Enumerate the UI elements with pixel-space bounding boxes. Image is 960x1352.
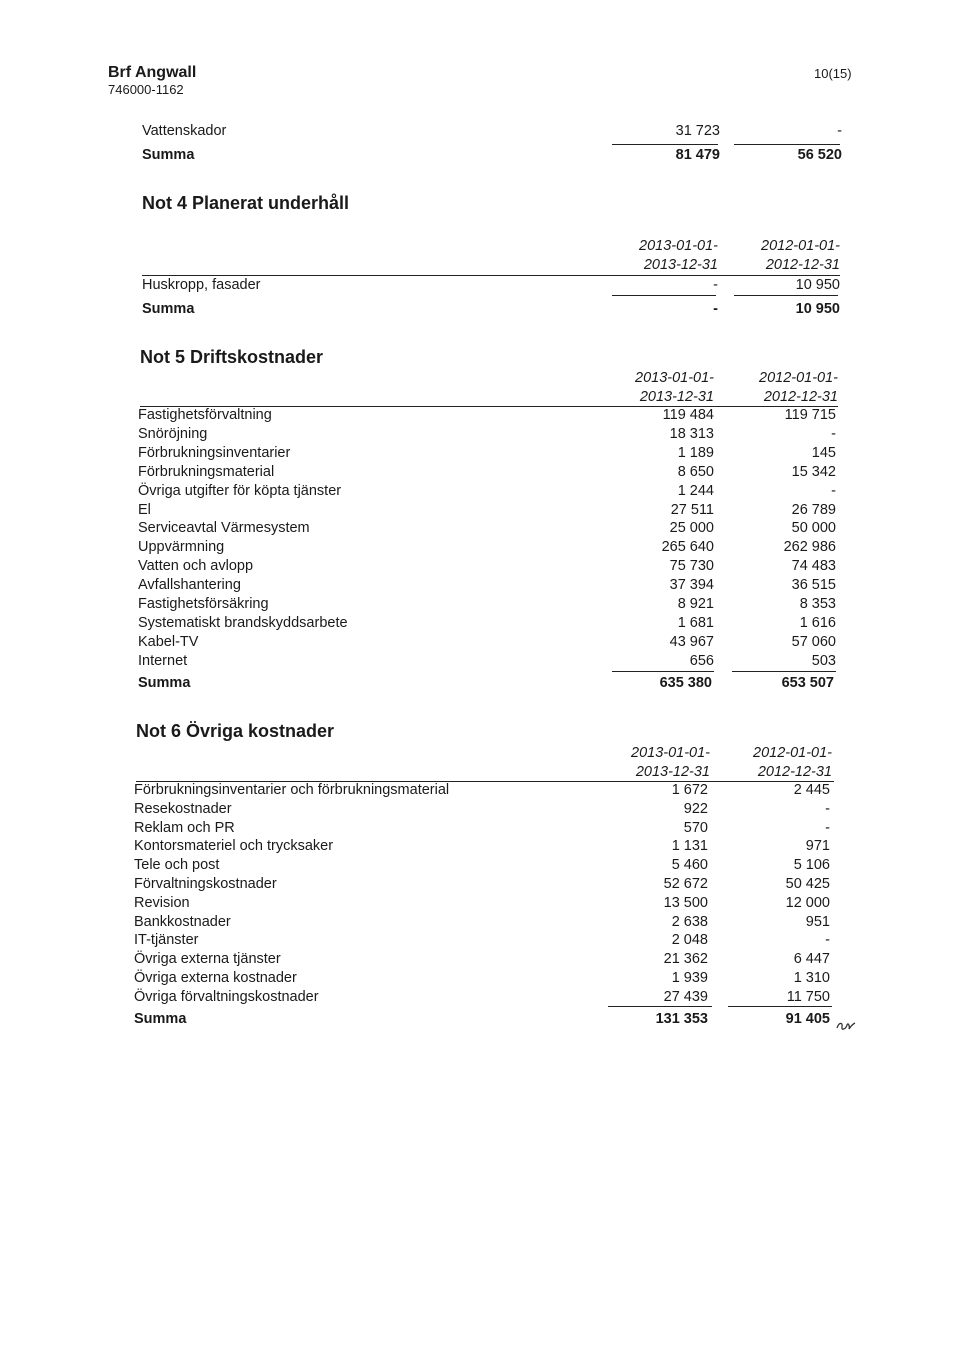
- sum-line: [728, 1006, 832, 1007]
- period-header-2012: [730, 237, 840, 275]
- row-label: Kontorsmateriel och trycksaker: [134, 838, 334, 855]
- period-start: 2012-01-01-: [761, 238, 840, 254]
- sum-line: [612, 144, 718, 145]
- value-2012: -: [831, 482, 836, 499]
- value-2013: 27 439: [663, 988, 708, 1005]
- row-label: Bankkostnader: [134, 913, 231, 930]
- value-2012: 26 789: [791, 501, 836, 518]
- period-end: 2012-12-31: [765, 257, 840, 273]
- value-2013: -: [713, 277, 718, 293]
- value-2013: 635 380: [659, 675, 712, 691]
- value-2012: 15 342: [791, 463, 836, 480]
- row-label: Övriga förvaltningskostnader: [134, 988, 319, 1005]
- value-2012: -: [825, 932, 830, 949]
- value-2013: 18 313: [669, 425, 714, 442]
- table-row: [134, 781, 834, 799]
- row-label: Fastighetsförvaltning: [138, 407, 272, 423]
- row-label: Förbrukningsmaterial: [138, 463, 275, 480]
- value-2013: 21 362: [663, 951, 708, 968]
- value-2012: 91 405: [785, 1011, 830, 1027]
- table-row: [134, 819, 834, 837]
- row-label: Serviceavtal Värmesystem: [138, 520, 310, 537]
- value-2013: 1 131: [671, 838, 708, 855]
- value-2013: 656: [689, 652, 714, 669]
- value-2013: 8 921: [677, 596, 714, 612]
- value-2012: 971: [805, 838, 830, 855]
- value-2013: 25 000: [669, 520, 714, 537]
- value-2013: 2 638: [671, 913, 708, 930]
- total-row: [134, 1010, 834, 1028]
- table-row: [134, 913, 834, 931]
- row-label: IT-tjänster: [134, 932, 199, 949]
- value-2013: 1 681: [677, 614, 714, 631]
- value-2013: 8 650: [677, 463, 714, 480]
- table-row: [138, 406, 838, 424]
- period-start: 2013-01-01-: [639, 238, 718, 254]
- value-2012: -: [825, 819, 830, 836]
- period-end: 2013-12-31: [643, 257, 718, 273]
- period-end: 2013-12-31: [635, 764, 710, 780]
- value-2012: 10 950: [795, 277, 840, 293]
- sum-line: [734, 144, 840, 145]
- value-2013: 265 640: [661, 539, 714, 556]
- table-row: [138, 652, 838, 670]
- row-label: Förvaltningskostnader: [134, 876, 277, 892]
- period-start: 2013-01-01-: [631, 745, 710, 761]
- table-row: [138, 557, 838, 575]
- value-2013: 75 730: [669, 558, 714, 575]
- table-row: [138, 519, 838, 537]
- table-row: [138, 482, 838, 500]
- table-row: [134, 875, 834, 893]
- table-row: [134, 856, 834, 874]
- value-2012: 50 425: [785, 876, 830, 892]
- value-2013: 5 460: [671, 857, 708, 874]
- total-row: [142, 146, 842, 164]
- value-2012: -: [837, 123, 842, 139]
- table-row: [138, 538, 838, 556]
- table-row: [138, 614, 838, 632]
- period-start: 2012-01-01-: [753, 745, 832, 761]
- table-row: [138, 576, 838, 594]
- table-row: [138, 501, 838, 519]
- sum-line: [612, 671, 714, 672]
- table-row: [134, 931, 834, 949]
- value-2012: 145: [811, 444, 836, 461]
- sum-line: [734, 295, 838, 296]
- row-label: Tele och post: [134, 857, 220, 874]
- value-2012: 262 986: [783, 539, 836, 556]
- row-label: Övriga externa kostnader: [134, 970, 297, 986]
- value-2013: 52 672: [663, 876, 708, 892]
- period-end: 2012-12-31: [763, 389, 838, 405]
- row-label: Summa: [142, 301, 195, 317]
- page-number: 10(15): [814, 66, 852, 81]
- value-2013: 131 353: [655, 1011, 708, 1027]
- total-row: [142, 300, 842, 318]
- value-2013: 13 500: [663, 894, 708, 911]
- value-2012: 74 483: [791, 558, 836, 575]
- table-row: [134, 837, 834, 855]
- period-header-2013: [608, 237, 718, 275]
- row-label: Uppvärmning: [138, 539, 225, 556]
- value-2012: 57 060: [791, 633, 836, 650]
- value-2013: 27 511: [670, 501, 714, 518]
- period-end: 2013-12-31: [639, 389, 714, 405]
- row-label: Förbrukningsinventarier och förbrukningsmaterial: [134, 782, 450, 798]
- value-2012: 50 000: [791, 520, 836, 537]
- value-2013: 119 484: [662, 407, 714, 423]
- row-label: Resekostnader: [134, 800, 232, 817]
- value-2012: 36 515: [791, 577, 836, 594]
- note-5-title: Not 5 Driftskostnader: [140, 347, 324, 367]
- value-2013: -: [713, 301, 718, 317]
- table-row: [134, 800, 834, 818]
- row-label: Huskropp, fasader: [142, 277, 261, 293]
- sum-line: [608, 1006, 712, 1007]
- row-label: Förbrukningsinventarier: [138, 444, 291, 461]
- value-2012: 1 616: [799, 614, 836, 631]
- period-header-2013: [600, 744, 710, 782]
- total-row: [138, 674, 838, 692]
- value-2013: 922: [683, 800, 708, 817]
- value-2012: 10 950: [795, 301, 840, 317]
- value-2012: -: [831, 425, 836, 442]
- sum-line: [612, 295, 716, 296]
- value-2012: 119 715: [784, 407, 836, 423]
- row-label: Revision: [134, 894, 190, 911]
- value-2013: 43 967: [669, 633, 714, 650]
- table-row: [138, 444, 838, 462]
- value-2012: 11 750: [786, 988, 830, 1005]
- row-label: Avfallshantering: [138, 577, 241, 594]
- value-2012: 8 353: [799, 596, 836, 612]
- period-header-2012: [728, 369, 838, 407]
- table-row: [138, 425, 838, 443]
- value-2013: 2 048: [671, 932, 708, 949]
- note-4-title: Not 4 Planerat underhåll: [142, 193, 350, 213]
- value-2013: 1 939: [671, 970, 708, 986]
- row-label: Systematiskt brandskyddsarbete: [138, 614, 348, 631]
- row-label: Summa: [138, 675, 191, 691]
- value-2013: 1 672: [671, 782, 708, 798]
- initials-signature: [834, 1014, 858, 1034]
- row-label: El: [138, 501, 151, 518]
- row-label: Vatten och avlopp: [138, 558, 254, 575]
- value-2013: 1 244: [677, 482, 714, 499]
- table-row: [142, 122, 842, 140]
- value-2012: 951: [805, 913, 830, 930]
- table-row: [142, 276, 842, 294]
- value-2012: 653 507: [781, 675, 834, 691]
- row-label: Fastighetsförsäkring: [138, 596, 269, 612]
- period-start: 2013-01-01-: [635, 370, 714, 386]
- row-label: Internet: [138, 652, 188, 669]
- value-2012: 2 445: [793, 782, 830, 798]
- value-2012: 12 000: [785, 894, 830, 911]
- value-2013: 81 479: [675, 147, 720, 163]
- row-label: Kabel-TV: [138, 633, 199, 650]
- value-2012: 5 106: [793, 857, 830, 874]
- value-2012: 1 310: [793, 970, 830, 986]
- row-label: Vattenskador: [142, 123, 227, 139]
- row-label: Snöröjning: [138, 425, 208, 442]
- value-2013: 1 189: [677, 444, 714, 461]
- period-end: 2012-12-31: [757, 764, 832, 780]
- period-header-2012: [722, 744, 832, 782]
- period-header-2013: [604, 369, 714, 407]
- row-label: Reklam och PR: [134, 819, 235, 836]
- value-2012: 56 520: [797, 147, 842, 163]
- value-2012: 6 447: [793, 951, 830, 968]
- value-2013: 37 394: [669, 577, 714, 594]
- table-row: [134, 969, 834, 987]
- value-2013: 570: [683, 819, 708, 836]
- sum-line: [732, 671, 836, 672]
- table-row: [134, 988, 834, 1006]
- company-name: Brf Angwall: [108, 64, 197, 81]
- row-label: Övriga utgifter för köpta tjänster: [138, 482, 342, 499]
- table-row: [138, 633, 838, 651]
- row-label: Summa: [142, 147, 195, 163]
- value-2012: -: [825, 800, 830, 817]
- table-row: [138, 595, 838, 613]
- row-label: Övriga externa tjänster: [134, 951, 281, 968]
- value-2012: 503: [811, 652, 836, 669]
- table-row: [138, 463, 838, 481]
- note-6-title: Not 6 Övriga kostnader: [136, 721, 335, 741]
- value-2013: 31 723: [675, 123, 720, 139]
- table-row: [134, 894, 834, 912]
- table-row: [134, 950, 834, 968]
- period-start: 2012-01-01-: [759, 370, 838, 386]
- org-number: 746000-1162: [108, 82, 184, 97]
- row-label: Summa: [134, 1011, 187, 1027]
